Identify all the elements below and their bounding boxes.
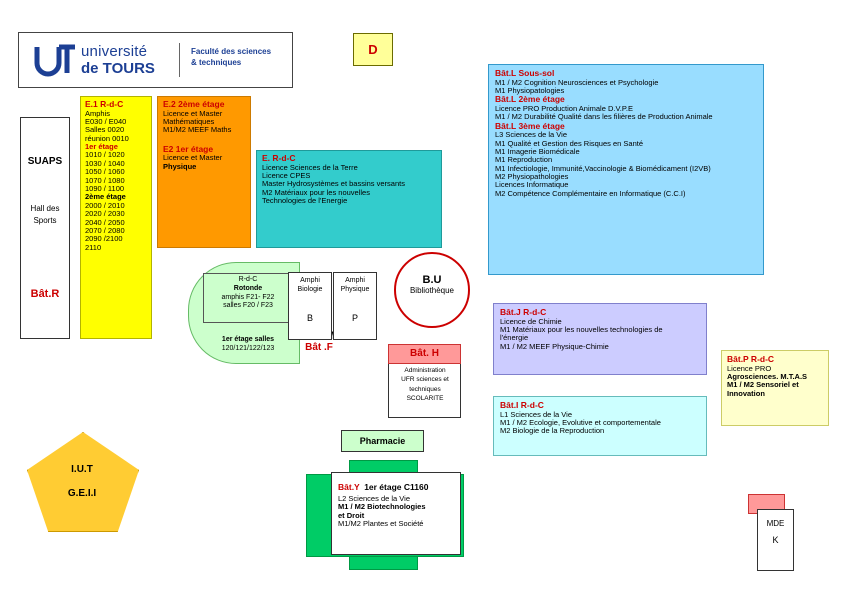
bat-i-header: Bât.I R-d-C	[500, 400, 544, 410]
bat-l-header: Bât.L 3ème étage	[495, 120, 565, 131]
bu-title: B.U	[422, 274, 442, 286]
bat-j-line: M1 / M2 MEEF Physique-Chimie	[500, 341, 609, 351]
e1-room: 1070 / 1080	[85, 175, 125, 185]
bat-p-line: Agrosciences. M.T.A.S	[727, 371, 808, 381]
mde-building[interactable]	[757, 509, 794, 571]
e1-room: 2040 / 2050	[85, 217, 125, 227]
bat-l-line: M1 Reproduction	[495, 155, 553, 165]
bat-l-line: M1 Imagerie Biomédicale	[495, 146, 580, 156]
mde-label: MDE	[766, 519, 785, 528]
e1-room: 2000 / 2010	[85, 200, 125, 210]
mde-letter: K	[772, 535, 779, 545]
logo-divider	[179, 43, 180, 77]
bat-p-line: Innovation	[727, 388, 765, 398]
e1-floor1-label: 1er étage	[85, 142, 118, 152]
amphi-biologie[interactable]	[288, 272, 332, 340]
e1-line: Salles 0020	[85, 125, 125, 135]
e2-line: Licence et Master	[163, 108, 223, 118]
bu-subtitle: Bibliothèque	[409, 286, 455, 295]
suaps-title: SUAPS	[27, 156, 63, 167]
e2-line: M1/M2 MEEF Maths	[163, 125, 232, 135]
e-line: M2 Matériaux pour les nouvelles	[262, 187, 370, 197]
building-e1[interactable]	[80, 96, 152, 339]
building-y[interactable]	[331, 472, 461, 555]
iut-label: I.U.T	[71, 464, 93, 475]
rotonde-rooms: 120/121/122/123	[221, 345, 275, 353]
forum-building-code: Bât .F	[305, 342, 333, 353]
e1-room: 2110	[85, 242, 102, 252]
iut-pentagon-shape	[27, 432, 139, 532]
e1-room: 1050 / 1060	[85, 167, 125, 177]
bat-i-line: M1 / M2 Ecologie, Evolutive et comportementale	[500, 417, 661, 427]
suaps-building[interactable]	[20, 117, 70, 339]
bat-h-text	[390, 366, 460, 404]
building-p[interactable]	[721, 350, 829, 426]
suaps-subtitle: Hall des Sports	[30, 204, 60, 225]
bat-p-header: Bât.P R-d-C	[727, 354, 775, 364]
bat-l-line: Licences Informatique	[495, 180, 569, 190]
rotonde-line2: salles F20 / F23	[223, 302, 273, 310]
e1-room: 2020 / 2030	[85, 209, 125, 219]
e1-room: 1010 / 1020	[85, 150, 125, 160]
bat-l-header: Bât.L 2ème étage	[495, 94, 565, 105]
bat-j-line: l'énergie	[500, 333, 529, 343]
building-e[interactable]	[256, 150, 442, 248]
e1-room: 2070 / 2080	[85, 225, 125, 235]
bat-y-line: L2 Sciences de la Vie	[338, 493, 410, 503]
logo-wordmark	[81, 43, 155, 77]
building-d-label: D	[368, 42, 378, 57]
e-header: E. R-d-C	[262, 153, 296, 163]
bat-j-header: Bât.J R-d-C	[500, 307, 547, 317]
e1-header: E.1 R-d-C	[85, 99, 124, 109]
e2-header-floor1: E2 1er étage	[163, 143, 214, 154]
bat-y-line: et Droit	[338, 510, 365, 520]
e-line: Master Hydrosystèmes et bassins versants	[262, 179, 405, 189]
bat-l-line: Licence PRO Production Animale D.V.P.E	[495, 103, 633, 113]
bibliotheque-universitaire[interactable]	[394, 252, 470, 328]
amphi-p-name: Amphi Physique	[340, 277, 370, 293]
bat-l-line: M1 / M2 Durabilité Qualité dans les filières de Production Animale	[495, 112, 713, 122]
e2-physique-label: Physique	[163, 161, 197, 171]
logo-city-text: de TOURS	[81, 60, 155, 77]
amphi-p-letter: P	[351, 313, 358, 323]
logo-faculty-text: Faculté des sciences & techniques	[191, 47, 272, 67]
amphi-physique[interactable]	[333, 272, 377, 340]
e1-room: 2090 /2100	[85, 234, 123, 244]
bat-l-line: M2 Physiopathologies	[495, 172, 569, 182]
rotonde-text	[203, 276, 293, 311]
rotonde-line1: amphis F21- F22	[221, 293, 275, 301]
bat-j-line: M1 Matériaux pour les nouvelles technologies de	[500, 324, 663, 334]
iut-geii-building[interactable]	[27, 432, 137, 530]
bat-l-line: M1 Physiopatologies	[495, 85, 565, 95]
building-j[interactable]	[493, 303, 707, 375]
e2-line: Licence et Master	[163, 153, 223, 163]
e2-header: E.2 2ème étage	[163, 99, 225, 109]
geii-label: G.E.I.I	[67, 488, 97, 499]
e2-line: Mathématiques	[163, 116, 215, 126]
university-logo-box	[18, 32, 293, 88]
pharmacie-label: Pharmacie	[359, 436, 406, 446]
e1-line: E030 / E040	[85, 116, 127, 126]
e-line: Licence CPES	[262, 170, 311, 180]
bat-y-line: M1 / M2 Biotechnologies	[338, 502, 426, 512]
building-d-box[interactable]	[353, 33, 393, 66]
bat-l-line: M1 / M2 Cognition Neurosciences et Psychologie	[495, 77, 659, 87]
amphi-b-name: Amphi Biologie	[297, 277, 323, 293]
bat-y-line: M1/M2 Plantes et Société	[338, 519, 424, 529]
bat-p-line: Licence PRO	[727, 363, 772, 373]
bat-y-header: Bât.Y 1er étage C1160	[338, 482, 429, 492]
bat-j-line: Licence de Chimie	[500, 316, 562, 326]
suaps-building-code: Bât.R	[30, 288, 60, 300]
e-line: Licence Sciences de la Terre	[262, 162, 358, 172]
building-l[interactable]	[488, 64, 764, 275]
e-line: Technologies de l'Energie	[262, 196, 348, 206]
e1-room: 1030 / 1040	[85, 158, 125, 168]
building-i[interactable]	[493, 396, 707, 456]
bat-h-line: SCOLARITE	[406, 395, 444, 403]
bat-h-line: techniques	[409, 385, 441, 393]
bat-h-line: UFR sciences et	[401, 376, 449, 384]
bat-h-line: Administration	[404, 367, 446, 374]
rotonde-floor-label: 1er étage salles	[221, 336, 275, 343]
e1-floor2-label: 2ème étage	[85, 192, 126, 202]
bat-l-header: Bât.L Sous-sol	[495, 68, 555, 78]
ut-logo-icon	[33, 43, 77, 77]
pharmacie-box[interactable]	[341, 430, 424, 452]
rotonde-subtitle: Rotonde	[233, 284, 263, 292]
bat-l-line: M2 Compétence Complémentaire en Informatique (C.C.I)	[495, 188, 686, 198]
logo-university-text: université	[81, 43, 148, 60]
rotonde-floor1-text	[196, 335, 300, 353]
e1-line: Amphis	[85, 108, 111, 118]
bat-h-title: Bât. H	[410, 348, 439, 359]
amphi-b-letter: B	[306, 313, 313, 323]
building-h-header-band	[388, 344, 461, 364]
e1-room: 1090 / 1100	[85, 184, 125, 194]
bat-i-line: L1 Sciences de la Vie	[500, 409, 572, 419]
building-e2[interactable]	[157, 96, 251, 248]
rotonde-title: R-d-C	[238, 276, 258, 283]
bat-l-line: L3 Sciences de la Vie	[495, 130, 567, 140]
bat-l-line: M1 Infectiologie, Immunité,Vaccinologie & Biomédicament (I2VB)	[495, 163, 711, 173]
e1-line: réunion 0010	[85, 133, 129, 143]
bat-i-line: M2 Biologie de la Reproduction	[500, 426, 605, 436]
bat-p-line: M1 / M2 Sensoriel et	[727, 380, 799, 390]
bat-l-line: M1 Qualité et Gestion des Risques en Santé	[495, 138, 644, 148]
